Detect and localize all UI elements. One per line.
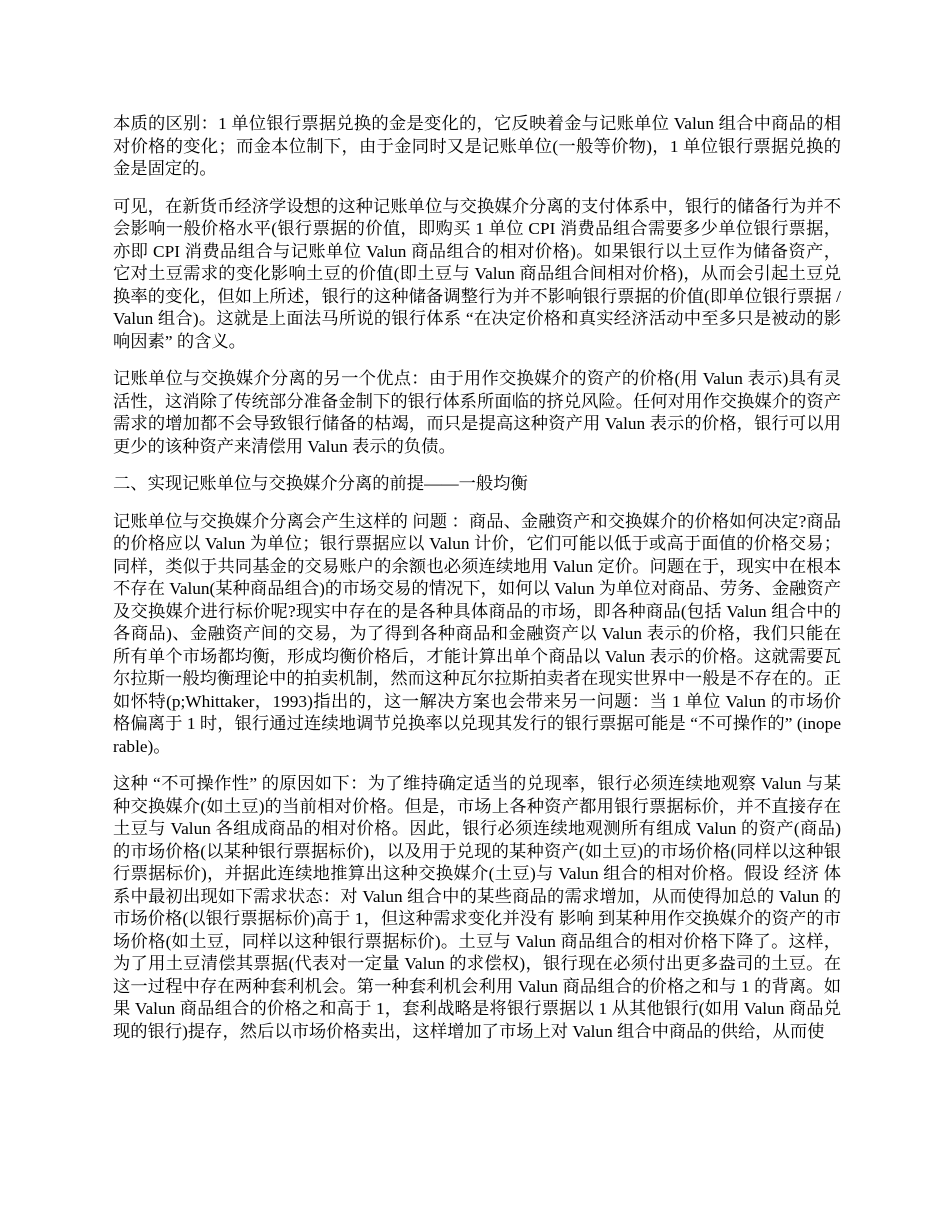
document-page <box>113 113 841 1058</box>
paragraph-pricing-problem: 记账单位与交换媒介分离会产生这样的 问题 ：商品、金融资产和交换媒介的价格如何决定?商品的价格应以 Valun 为单位；银行票据应以 Valun 计价，它们可能以低于或高于面值的价格交易；同样，类似于共同基金的交易账户的余额也必须连续地用 Valun 定价。问题在于，现实中在根本不存在 Valun(某种商品组合)的市场交易的情况下，如何以 Valun 为单位对商品、劳务、金融资产及交换媒介进行标价呢?现实中存在的是各种具体商品的市场，即各种商品(包括 Valun 组合中的各商品)、金融资产间的交易，为了得到各种商品和金融资产以 Valun 表示的价格，我们只能在所有单个市场都均衡，形成均衡价格后，才能计算出单个商品以 Valun 表示的价格。这就需要瓦尔拉斯一般均衡理论中的拍卖机制，然而这种瓦尔拉斯拍卖者在现实世界中一般是不存在的。正如怀特(p;Whittaker，1993)指出的，这一解决方案也会带来另一问题：当 1 单位 Valun 的市场价格偏离于 1 时，银行通过连续地调节兑换率以兑现其发行的银行票据可能是 “不可操作的” (inoperable)。 <box>113 511 841 756</box>
paragraph-payment-system: 可见，在新货币经济学设想的这种记账单位与交换媒介分离的支付体系中，银行的储备行为并不会影响一般价格水平(银行票据的价值，即购买 1 单位 CPI 消费品组合需要多少单位银行票据，亦即 CPI 消费品组合与记账单位 Valun 商品组合的相对价格)。如果银行以土豆作为储备资产，它对土豆需求的变化影响土豆的价值(即土豆与 Valun 商品组合间相对价格)，从而会引起土豆兑换率的变化，但如上所述，银行的这种储备调整行为并不影响银行票据的价值(即单位银行票据 / Valun 组合)。这就是上面法马所说的银行体系 “在决定价格和真实经济活动中至多只是被动的影响因素” 的含义。 <box>113 196 841 351</box>
paragraph-advantage: 记账单位与交换媒介分离的另一个优点：由于用作交换媒介的资产的价格(用 Valun 表示)具有灵活性，这消除了传统部分准备金制下的银行体系所面临的挤兑风险。任何对用作交换媒介的资产需求的增加都不会导致银行储备的枯竭，而只是提高这种资产用 Valun 表示的价格，银行可以用更少的该种资产来清偿用 Valun 表示的负债。 <box>113 369 841 456</box>
paragraph-intro: 本质的区别：1 单位银行票据兑换的金是变化的，它反映着金与记账单位 Valun 组合中商品的相对价格的变化；而金本位制下，由于金同时又是记账单位(一般等价物)，1 单位银行票据兑换的金是固定的。 <box>113 114 841 178</box>
section-heading: 二、实现记账单位与交换媒介分离的前提——一般均衡 <box>113 474 528 493</box>
paragraph-inoperability: 这种 “不可操作性” 的原因如下：为了维持确定适当的兑现率，银行必须连续地观察 Valun 与某种交换媒介(如土豆)的当前相对价格。但是，市场上各种资产都用银行票据标价，并不直接存在土豆与 Valun 各组成商品的相对价格。因此，银行必须连续地观测所有组成 Valun 的资产(商品)的市场价格(以某种银行票据标价)，以及用于兑现的某种资产(如土豆)的市场价格(同样以这种银行票据标价)，并据此连续地推算出这种交换媒介(土豆)与 Valun 组合的相对价格。假设 经济 体系中最初出现如下需求状态：对 Valun 组合中的某些商品的需求增加，从而使得加总的 Valun 的市场价格(以银行票据标价)高于 1，但这种需求变化并没有 影响 到某种用作交换媒介的资产的市场价格(如土豆，同样以这种银行票据标价)。土豆与 Valun 商品组合的相对价格下降了。这样，为了用土豆清偿其票据(代表对一定量 Valun 的求偿权)，银行现在必须付出更多盎司的土豆。在这一过程中存在两种套利机会。第一种套利机会利用 Valun 商品组合的价格之和与 1 的背离。如果 Valun 商品组合的价格之和高于 1，套利战略是将银行票据以 1 从其他银行(如用 Valun 商品兑现的银行)提存，然后以市场价格卖出，这样增加了市场上对 Valun 组合中商品的供给，从而使 <box>113 774 841 1041</box>
